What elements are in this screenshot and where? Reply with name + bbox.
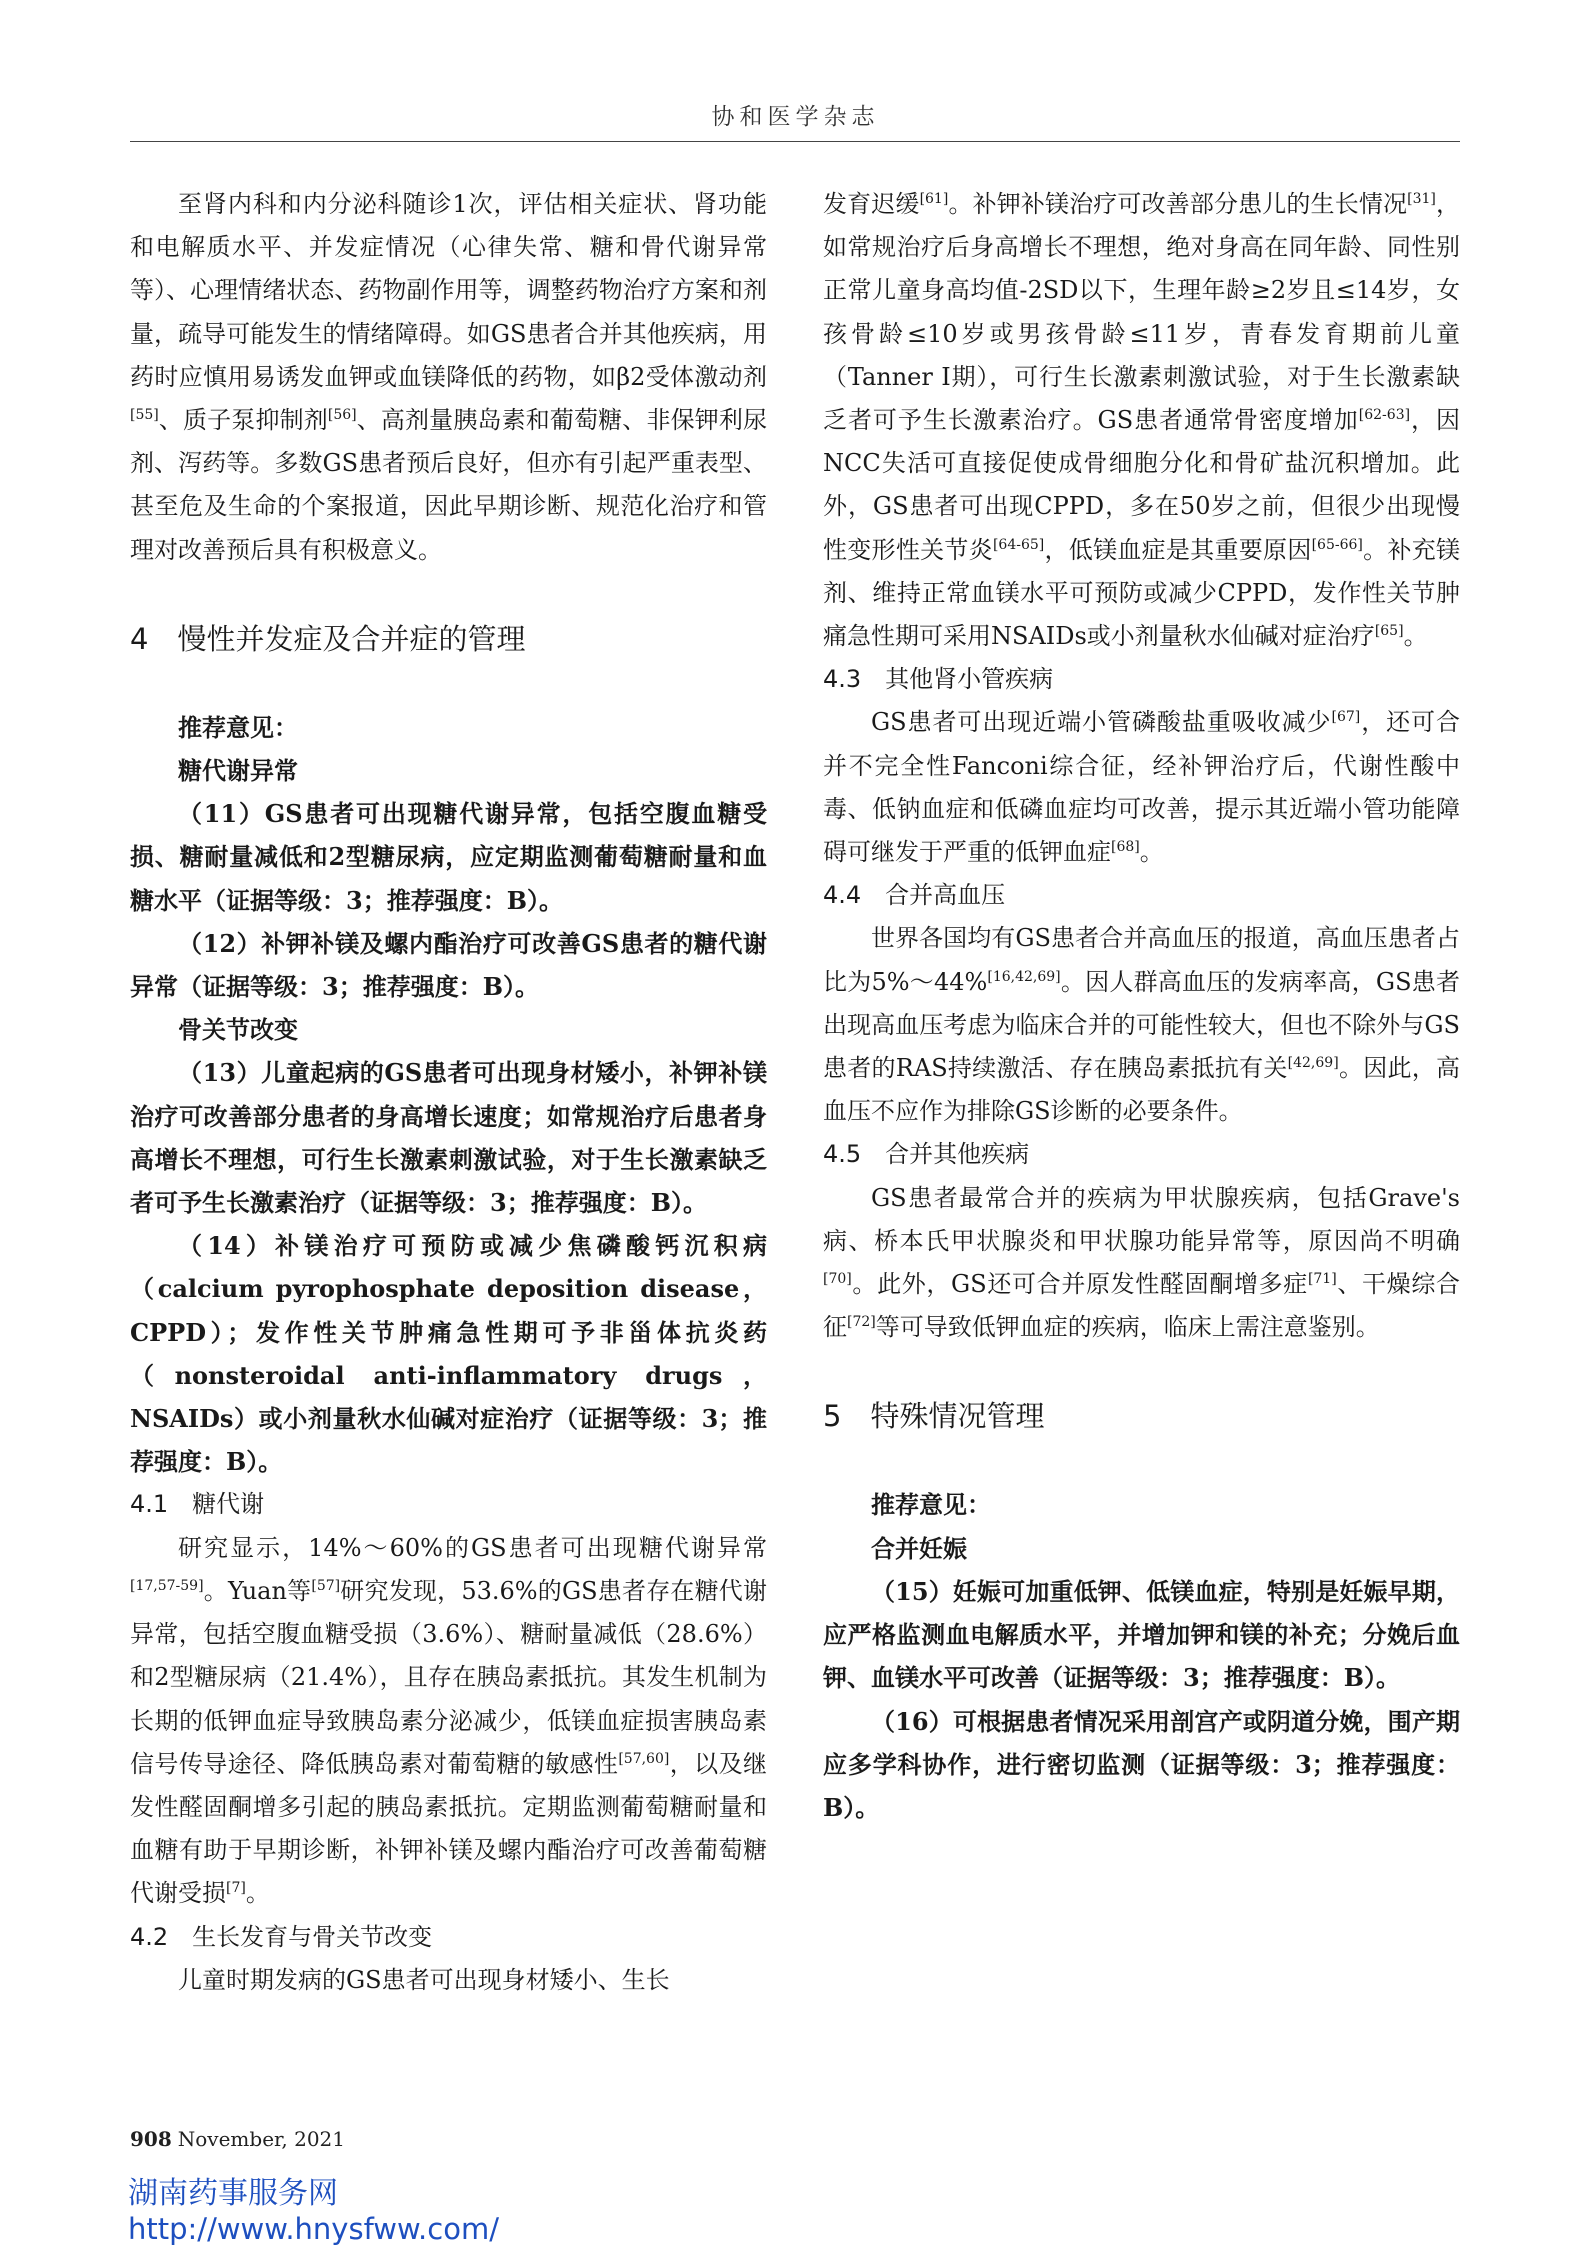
citation: [17,57-59] xyxy=(130,1577,204,1594)
issue-date: November, 2021 xyxy=(177,2127,346,2151)
citation: [65-66] xyxy=(1311,536,1363,553)
citation: [70] xyxy=(823,1271,852,1288)
paragraph-4-3: GS患者可出现近端小管磷酸盐重吸收减少[67]，还可合并不完全性Fanconi综合征，经补钾治疗后，代谢性酸中毒、低钠血症和低磷血症均可改善，提示其近端小管功能障碍可继发于严重的低钾血症[68]。 xyxy=(823,708,1460,867)
page-footer xyxy=(130,2127,345,2151)
recommendation-subtitle-glucose: 糖代谢异常 xyxy=(178,756,298,786)
right-column xyxy=(823,183,1460,1829)
recommendation-14: （14）补镁治疗可预防或减少焦磷酸钙沉积病（calcium pyrophosphate deposition disease，CPPD）；发作性关节肿痛急性期可予非甾体抗炎药（nonsteroidal anti-inflammatory drugs，NSAIDs）或小剂量秋水仙碱对症治疗（证据等级：3；推荐强度：B）。 xyxy=(130,1231,767,1477)
paragraph-4-4: 世界各国均有GS患者合并高血压的报道，高血压患者占比为5%～44%[16,42,69]。因人群高血压的发病率高，GS患者出现高血压考虑为临床合并的可能性较大，但也不除外与GS患者的RAS持续激活、存在胰岛素抵抗有关[42,69]。因此，高血压不应作为排除GS诊断的必要条件。 xyxy=(823,924,1461,1126)
paragraph-followup: 至肾内科和内分泌科随诊1次，评估相关症状、肾功能和电解质水平、并发症情况（心律失常、糖和骨代谢异常等）、心理情绪状态、药物副作用等，调整药物治疗方案和剂量，疏导可能发生的情绪障碍。如GS患者合并其他疾病，用药时应慎用易诱发血钾或血镁降低的药物，如β2受体激动剂[55]、质子泵抑制剂[56]、高剂量胰岛素和葡萄糖、非保钾利尿剂、泻药等。多数GS患者预后良好，但亦有引起严重表型、甚至危及生命的个案报道，因此早期诊断、规范化治疗和管理对改善预后具有积极意义。 xyxy=(130,190,768,564)
citation: [31] xyxy=(1407,191,1436,207)
paragraph-4-1: 研究显示，14%～60%的GS患者可出现糖代谢异常[17,57-59]。Yuan等[57]研究发现，53.6%的GS患者存在糖代谢异常，包括空腹血糖受损（3.6%）、糖耐量减低（28.6%）和2型糖尿病（21.4%），且存在胰岛素抵抗。其发生机制为长期的低钾血症导致胰岛素分泌减少，低镁血症损害胰岛素信号传导途径、降低胰岛素对葡萄糖的敏感性[57,60]，以及继发性醛固酮增多引起的胰岛素抵抗。定期监测葡萄糖耐量和血糖有助于早期诊断，补钾补镁及螺内酯治疗可改善葡萄糖代谢受损[7]。 xyxy=(130,1533,768,1908)
watermark-url[interactable]: http://www.hnysfww.com/ xyxy=(128,2212,499,2246)
citation: [57,60] xyxy=(618,1750,670,1767)
citation: [64-65] xyxy=(992,536,1045,553)
citation: [72] xyxy=(847,1314,876,1331)
citation: [55] xyxy=(130,407,159,424)
recommendation-subtitle-bone: 骨关节改变 xyxy=(178,1015,298,1045)
recommendation-12: （12）补钾补镁及螺内酯治疗可改善GS患者的糖代谢异常（证据等级：3；推荐强度：B）。 xyxy=(130,928,767,1002)
left-column xyxy=(130,183,767,2002)
subsection-heading-4-2: 4.2 生长发育与骨关节改变 xyxy=(130,1922,433,1951)
recommendation-13: （13）儿童起病的GS患者可出现身材矮小，补钾补镁治疗可改善部分患者的身高增长速度；如常规治疗后患者身高增长不理想，可行生长激素刺激试验，对于生长激素缺乏者可予生长激素治疗（证据等级：3；推荐强度：B）。 xyxy=(130,1058,767,1218)
paragraph-4-2-continued: 发育迟缓[61]。补钾补镁治疗可改善部分患儿的生长情况[31]，如常规治疗后身高增长不理想，绝对身高在同年龄、同性别正常儿童身高均值-2SD以下，生理年龄≥2岁且≤14岁，女孩骨龄≤10岁或男孩骨龄≤11岁，青春发育期前儿童（Tanner Ⅰ期），可行生长激素刺激试验，对于生长激素缺乏者可予生长激素治疗。GS患者通常骨密度增加[62-63]，因NCC失活可直接促使成骨细胞分化和骨矿盐沉积增加。此外，GS患者可出现CPPD，多在50岁之前，但很少出现慢性变形性关节炎[64-65]，低镁血症是其重要原因[65-66]。补充镁剂、维持正常血镁水平可预防或减少CPPD，发作性关节肿痛急性期可采用NSAIDs或小剂量秋水仙碱对症治疗[65]。 xyxy=(823,190,1461,651)
subsection-heading-4-5: 4.5 合并其他疾病 xyxy=(823,1140,1030,1169)
paragraph-4-2-start: 儿童时期发病的GS患者可出现身材矮小、生长 xyxy=(178,1965,670,1994)
header-rule xyxy=(130,141,1460,142)
citation: [71] xyxy=(1307,1271,1337,1288)
citation: [56] xyxy=(327,407,357,424)
citation: [61] xyxy=(919,191,949,207)
running-header-journal-title: 协和医学杂志 xyxy=(711,104,880,130)
page-number: 908 xyxy=(130,2127,172,2151)
paragraph-4-5: GS患者最常合并的疾病为甲状腺疾病，包括Grave's病、桥本氏甲状腺炎和甲状腺功能异常等，原因尚不明确[70]。此外，GS还可合并原发性醛固酮增多症[71]、干燥综合征[72]等可导致低钾血症的疾病，临床上需注意鉴别。 xyxy=(823,1183,1460,1342)
citation: [67] xyxy=(1331,709,1361,726)
recommendation-subtitle-pregnancy: 合并妊娠 xyxy=(871,1533,967,1563)
subsection-heading-4-3: 4.3 其他肾小管疾病 xyxy=(823,665,1054,694)
citation: [68] xyxy=(1111,839,1140,856)
subsection-heading-4-4: 4.4 合并高血压 xyxy=(823,881,1006,910)
recommendation-11: （11）GS患者可出现糖代谢异常，包括空腹血糖受损、糖耐量减低和2型糖尿病，应定期监测葡萄糖耐量和血糖水平（证据等级：3；推荐强度：B）。 xyxy=(130,799,767,915)
citation: [16,42,69] xyxy=(987,968,1061,985)
recommendation-title: 推荐意见： xyxy=(178,712,298,742)
citation: [7] xyxy=(226,1880,246,1897)
recommendation-16: （16）可根据患者情况采用剖宫产或阴道分娩，围产期应多学科协作，进行密切监测（证据等级：3；推荐强度：B）。 xyxy=(823,1706,1460,1822)
recommendation-15: （15）妊娠可加重低钾、低镁血症，特别是妊娠早期，应严格监测血电解质水平，并增加钾和镁的补充；分娩后血钾、血镁水平可改善（证据等级：3；推荐强度：B）。 xyxy=(823,1576,1460,1693)
section-heading-4: 4 慢性并发症及合并症的管理 xyxy=(130,621,526,656)
citation: [42,69] xyxy=(1287,1055,1339,1072)
citation: [65] xyxy=(1374,623,1404,640)
subsection-heading-4-1: 4.1 糖代谢 xyxy=(130,1490,265,1519)
recommendation-title: 推荐意见： xyxy=(871,1490,991,1520)
watermark-site-name: 湖南药事服务网 xyxy=(128,2176,338,2211)
section-heading-5: 5 特殊情况管理 xyxy=(823,1399,1045,1434)
citation: [62-63] xyxy=(1358,407,1411,424)
citation: [57] xyxy=(311,1577,341,1594)
